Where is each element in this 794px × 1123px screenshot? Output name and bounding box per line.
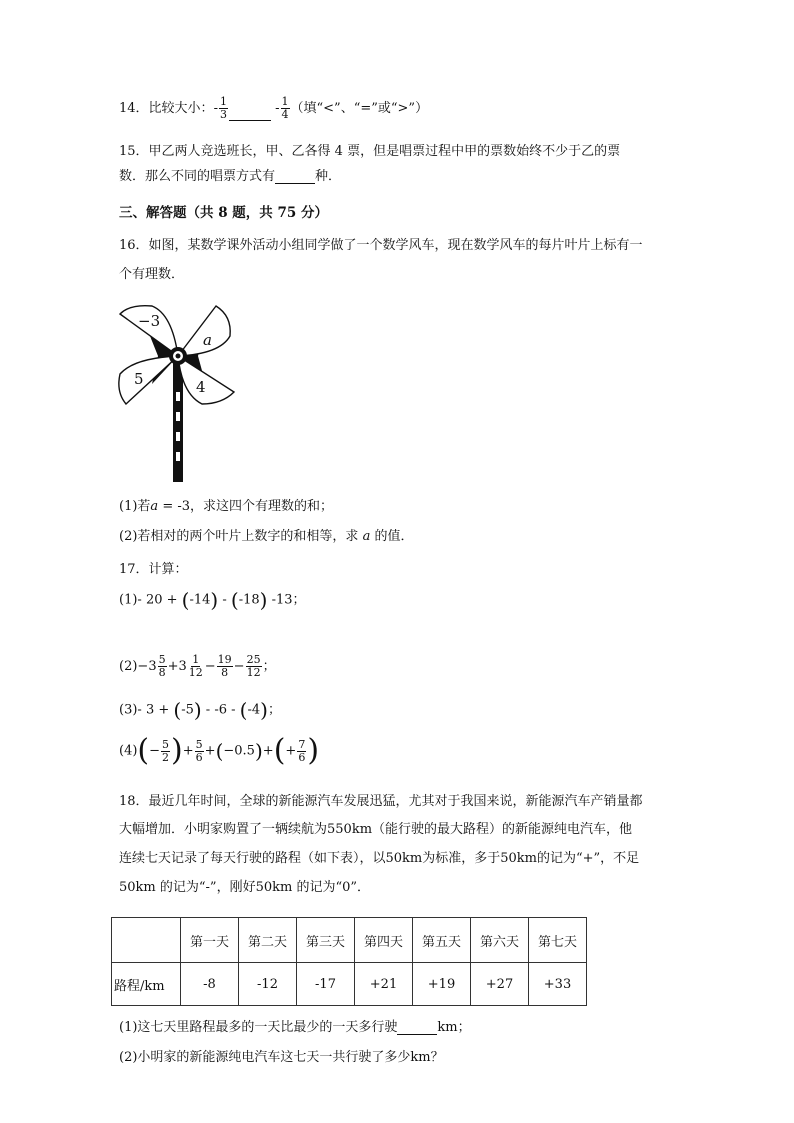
table-row	[112, 963, 587, 1006]
q17-title: 17．计算：	[119, 562, 188, 577]
q16-part1: (1)若a = -3，求这四个有理数的和；	[119, 499, 334, 514]
pinwheel-figure	[112, 300, 242, 485]
table-cell: +21	[355, 963, 413, 1006]
q14-text: 比较大小：	[148, 101, 214, 116]
q17-part1: (1)- 20 + (-14) - (-18) -13；	[119, 588, 306, 612]
table-cell: -8	[181, 963, 239, 1006]
q16-line1: 16．如图，某数学课外活动小组同学做了一个数学风车，现在数学风车的每片叶片上标有一	[119, 238, 643, 253]
question-14	[119, 96, 428, 121]
table-row-label: 路程/km	[112, 963, 181, 1006]
table-corner-cell	[112, 918, 181, 963]
section-3-title: 三、解答题（共 8 题，共 75 分）	[119, 205, 328, 221]
table-cell: +33	[529, 963, 587, 1006]
table-cell: +27	[471, 963, 529, 1006]
table-header-cell: 第六天	[471, 918, 529, 963]
q18-line2: 大幅增加．小明家购置了一辆续航为550km（能行驶的最大路程）的新能源纯电汽车，他	[119, 822, 633, 837]
q16-part2: (2)若相对的两个叶片上数字的和相等，求 a 的值．	[119, 529, 414, 544]
q17-part3: (3)- 3 + (-5) - -6 - (-4)；	[119, 698, 281, 722]
q18-line1: 18．最近几年时间，全球的新能源汽车发展迅猛，尤其对于我国来说，新能源汽车产销量都	[119, 794, 643, 809]
table-cell: -12	[239, 963, 297, 1006]
table-header-cell: 第三天	[297, 918, 355, 963]
blade-label-bottom: 4	[196, 378, 206, 396]
q18-part2: (2)小明家的新能源纯电汽车这七天一共行驶了多少km？	[119, 1050, 444, 1065]
blade-label-right: a	[203, 331, 212, 349]
q18-line3: 连续七天记录了每天行驶的路程（如下表），以50km为标准，多于50km的记为“+”，不足	[119, 851, 640, 866]
table-header-row	[112, 918, 587, 963]
q16-line2: 个有理数．	[119, 267, 185, 282]
q15-answer-blank[interactable]	[275, 170, 315, 184]
q14-a-sign: -	[213, 101, 218, 116]
blade-left	[119, 356, 178, 404]
mileage-table	[111, 917, 587, 1006]
q14-hint: （填“<”、“=”或“>”）	[290, 101, 429, 116]
table-header-cell: 第二天	[239, 918, 297, 963]
q18-line4: 50km 的记为“-”，刚好50km 的记为“0”．	[119, 880, 371, 895]
table-header-cell: 第七天	[529, 918, 587, 963]
q15-line1: 15．甲乙两人竞选班长，甲、乙各得 4 票，但是唱票过程中甲的票数始终不少于乙的票	[119, 144, 621, 159]
q14-b-sign: -	[275, 101, 280, 116]
table-header-cell: 第一天	[181, 918, 239, 963]
q14-fraction-b: $\frac{1}{4}$	[281, 95, 289, 121]
q14-number: 14．	[119, 101, 149, 116]
q18-answer-blank[interactable]	[397, 1021, 437, 1035]
q14-answer-blank[interactable]	[229, 107, 271, 121]
table-header-cell: 第五天	[413, 918, 471, 963]
table-cell: +19	[413, 963, 471, 1006]
q14-fraction-a: $\frac{1}{3}$	[219, 95, 227, 121]
blade-label-left: 5	[134, 370, 144, 388]
q18-part1: (1)这七天里路程最多的一天比最少的一天多行驶 km；	[119, 1020, 471, 1035]
table-cell: -17	[297, 963, 355, 1006]
blade-label-top: −3	[138, 312, 161, 330]
q15-line2: 数．那么不同的唱票方式有 种．	[119, 169, 342, 184]
table-header-cell: 第四天	[355, 918, 413, 963]
blade-bottom	[178, 356, 234, 404]
q17-part2: (2)−3 $\frac{5}{8}$ +3 $\frac{1}{12}$ − $\frac{19}{8}$ − $\frac{25}{12}$ ；	[119, 653, 276, 679]
q17-part4: (4)(− $\frac{5}{2}$ )+ $\frac{5}{6}$ +(−0.5)+(+ $\frac{7}{6}$ )	[119, 733, 320, 768]
